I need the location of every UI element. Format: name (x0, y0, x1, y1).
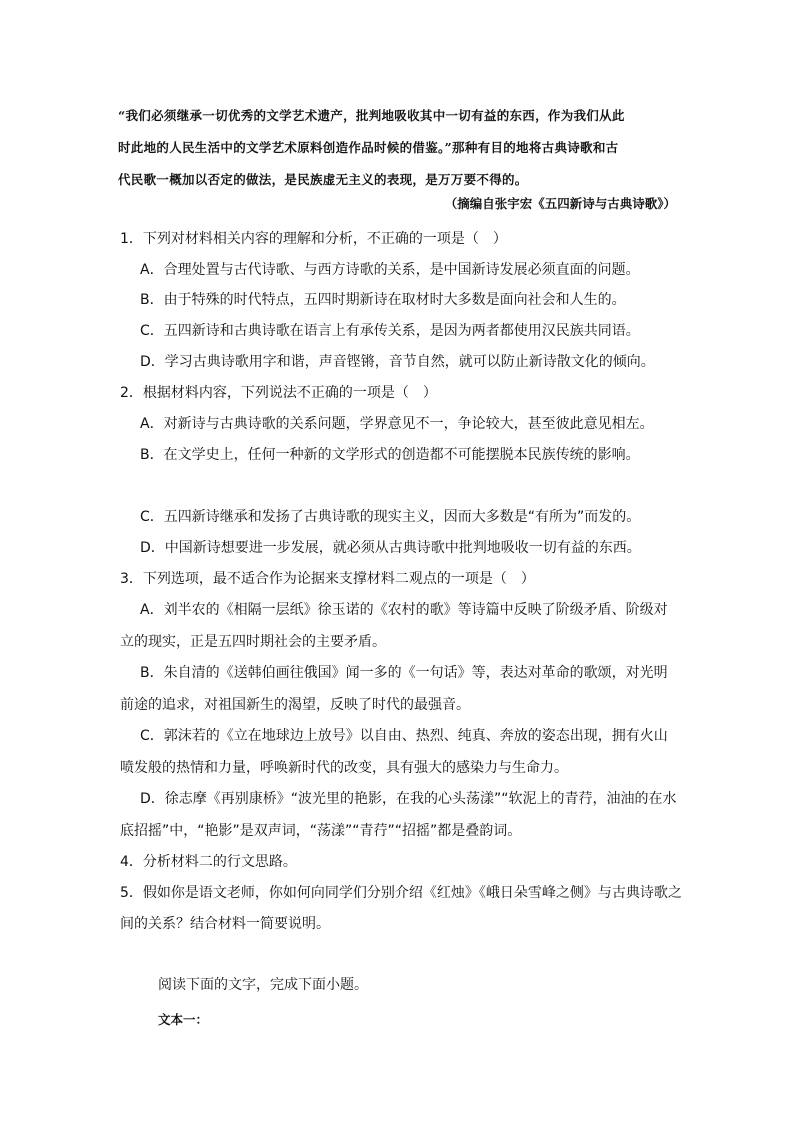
question-3-option-d: D．徐志摩《再别康桥》“波光里的艳影，在我的心头荡漾”“软泥上的青荇，油油的在水 (140, 791, 677, 807)
question-2-option-c: C．五四新诗继承和发扬了古典诗歌的现实主义，因而大多数是“有所为”而发的。 (140, 509, 641, 525)
reading-instruction: 阅读下面的文字，完成下面小题。 (158, 977, 368, 993)
question-1-option-b: B．由于特殊的时代特点，五四时期新诗在取材时大多数是面向社会和人生的。 (140, 292, 626, 308)
excerpt-attribution: （摘编自张宇宏《五四新诗与古典诗歌》） (444, 196, 676, 211)
excerpt-line: 时此地的人民生活中的文学艺术原料创造作品时候的借鉴。”那种有目的地将古典诗歌和古 (118, 140, 619, 155)
question-3-option-a: A．刘半农的《相隔一层纸》徐玉诺的《农村的歌》等诗篇中反映了阶级矛盾、阶级对 (140, 602, 668, 618)
excerpt-line: “我们必须继承一切优秀的文学艺术遗产，批判地吸收其中一切有益的东西，作为我们从此 (118, 108, 625, 123)
question-3-option-c: C．郭沫若的《立在地球边上放号》以自由、热烈、纯真、奔放的姿态出现，拥有火山 (140, 728, 668, 744)
question-3-option-c-cont: 喷发般的热情和力量，呼唤新时代的改变，具有强大的感染力与生命力。 (120, 760, 568, 776)
question-1-option-d: D．学习古典诗歌用字和谐，声音铿锵，音节自然，就可以防止新诗散文化的倾向。 (140, 354, 655, 370)
excerpt-line: 代民歌一概加以否定的做法，是民族虚无主义的表现，是万万要不得的。 (118, 172, 528, 187)
question-1-option-c: C．五四新诗和古典诗歌在语言上有承传关系，是因为两者都使用汉民族共同语。 (140, 323, 640, 339)
question-1-stem: 1．下列对材料相关内容的理解和分析，不正确的一项是（ ） (120, 231, 507, 247)
quoted-excerpt (118, 100, 684, 196)
question-2-option-a: A．对新诗与古典诗歌的关系问题，学界意见不一，争论较大，甚至彼此意见相左。 (140, 416, 654, 432)
question-3-option-b-cont: 前途的追求，对祖国新生的渴望，反映了时代的最强音。 (120, 697, 470, 713)
question-2-option-b: B．在文学史上，任何一种新的文学形式的创造都不可能摆脱本民族传统的影响。 (140, 447, 640, 463)
question-5: 5．假如你是语文老师，你如何向同学们分别介绍《红烛》《峨日朵雪峰之侧》与古典诗歌之 (120, 885, 682, 901)
question-2-option-d: D．中国新诗想要进一步发展，就必须从古典诗歌中批判地吸收一切有益的东西。 (140, 540, 641, 556)
question-5-cont: 间的关系？结合材料一简要说明。 (120, 916, 330, 932)
question-3-stem: 3．下列选项，最不适合作为论据来支撑材料二观点的一项是（ ） (120, 571, 535, 587)
question-4: 4．分析材料二的行文思路。 (120, 854, 297, 870)
text-one-label: 文本一： (158, 1012, 209, 1027)
question-3-option-b: B．朱自清的《送韩伯画往俄国》闻一多的《一句话》等，表达对革命的歌颂，对光明 (140, 665, 668, 681)
question-1-option-a: A．合理处置与古代诗歌、与西方诗歌的关系，是中国新诗发展必须直面的问题。 (140, 262, 640, 278)
question-3-option-d-cont: 底招摇”中，“艳影”是双声词，“荡漾”“青荇”“招摇”都是叠韵词。 (120, 823, 522, 839)
question-2-stem: 2．根据材料内容，下列说法不正确的一项是（ ） (120, 385, 437, 401)
question-3-option-a-cont: 立的现实，正是五四时期社会的主要矛盾。 (120, 634, 386, 650)
